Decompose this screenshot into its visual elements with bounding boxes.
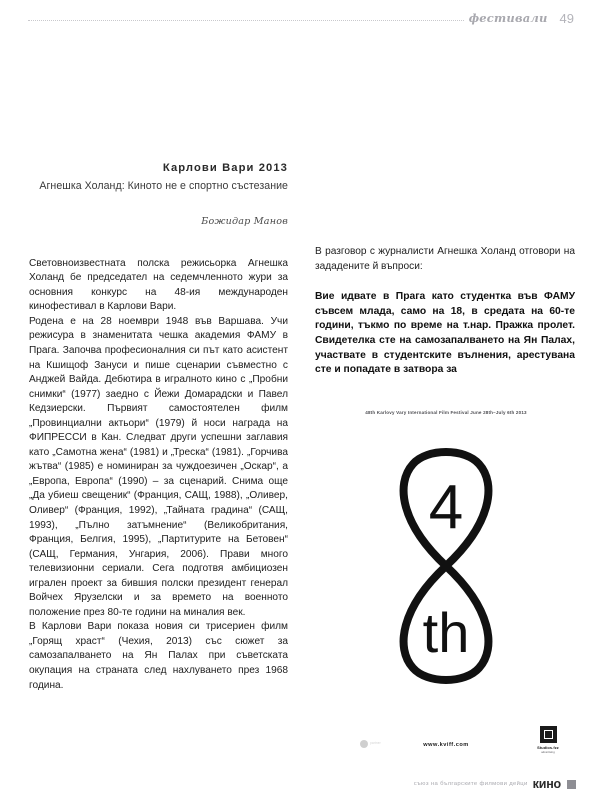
square-mark-icon bbox=[567, 780, 576, 789]
sponsor-block bbox=[531, 726, 565, 754]
body-paragraph: В Карлови Вари показа новия си трисериен филм „Горящ храст“ (Чехия, 2013) със сюжет за самозапалването на Ян Палах при съветската окупация на страната след нахлуването през 1968 година. bbox=[29, 621, 288, 691]
dot-leader-icon bbox=[28, 11, 464, 21]
footer-credit: съюз на българските филмови дейци bbox=[413, 781, 528, 787]
ad-footer-row bbox=[315, 726, 577, 760]
header-section-label: фестивали bbox=[468, 10, 548, 25]
ad-caption: 48th Karlovy Vary International Film Festival June 28th–July 6th 2013 bbox=[365, 410, 527, 415]
sponsor-square-logo-icon bbox=[540, 726, 557, 743]
figure-eight-logo-icon bbox=[383, 440, 509, 692]
footer-brand: кино bbox=[532, 776, 561, 791]
article-right-column bbox=[315, 245, 575, 378]
interview-question-paragraph: Вие идвате в Прага като студентка във ФАМУ съвсем млада, само на 18, в средата на 60-те години, тъкмо по време на т.нар. Пражка пролет. Свидетелка сте на самозапалването на Ян Палах, участвате в студентските вълнения, арестувана сте и попадате в затвора за bbox=[315, 291, 575, 376]
festival-advertisement bbox=[315, 404, 577, 764]
running-header bbox=[28, 6, 574, 24]
ad-logo-bottom-suffix: th bbox=[422, 601, 470, 664]
page-footer bbox=[28, 776, 576, 792]
article-subtitle: Агнешка Холанд: Киното не е спортно състезание bbox=[39, 179, 288, 192]
sponsor-tagline: advertising bbox=[541, 751, 555, 754]
header-page-number: 49 bbox=[559, 11, 574, 26]
body-paragraph: Световноизвестната полска режисьорка Агнешка Холанд бе председател на седемчленното жури за основния конкурс на 48-ия международен кинофестивал в Карлови Вари. bbox=[29, 257, 288, 313]
partner-logo-text: partner bbox=[370, 741, 381, 746]
body-paragraph: Родена е на 28 ноември 1948 във Варшава. Учи режисура в знаменитата чешка академия ФАМУ в Прага. Започва професионалния си път като асистент на Кшищоф Зануси и пише сценарии съвместно с Анджей Вайда. Дебютира в игралното кино с „Пробни снимки“ (1977) заедно с Йежи Домарадски и Павел Кедзиерски. Първият самостоятелен филм „Провинциални актьори“ (1979) й носи награда на ФИПРЕССИ в Кан. Следват други успешни заглавия като „Самотна жена“ (1981) и „Треска“ (1981). „Горчива жътва“ (1985) е номиниран за чуждоезичен „Оскар“, а „Европа, Европа“ (1990) – за сценарий. Снима още „Да убиеш свещеник“ (Франция, САЩ, 1988), „Оливер, Оливер“ (Франция, 1992), „Тайната градина“ (САЩ, 1993), „Пълно затъмнение“ (Великобритания, Франция, Белгия, 1995), „Партитурите на Бетовен“ (САЩ, Германия, Унгария, 2006). Прави много телевизионни сериали. Сега подготвя амбициозен игрален проект за бившия полски президент генерал Войчех Ярузелски и за времето на военното положение през 80-те години на миналия век. bbox=[29, 315, 288, 618]
ad-logo-top-numeral: 4 bbox=[428, 473, 464, 542]
sponsor-name: Studios.fzz bbox=[537, 745, 559, 750]
ad-website-url[interactable]: www.kviff.com bbox=[423, 742, 469, 748]
article-left-column bbox=[29, 160, 288, 693]
article-head bbox=[29, 160, 288, 227]
page-title: Карлови Вари 2013 bbox=[162, 162, 288, 174]
article-byline: Божидар Манов bbox=[201, 215, 288, 227]
interview-intro-paragraph: В разговор с журналисти Агнешка Холанд отговори на зададените й въпроси: bbox=[315, 246, 575, 272]
